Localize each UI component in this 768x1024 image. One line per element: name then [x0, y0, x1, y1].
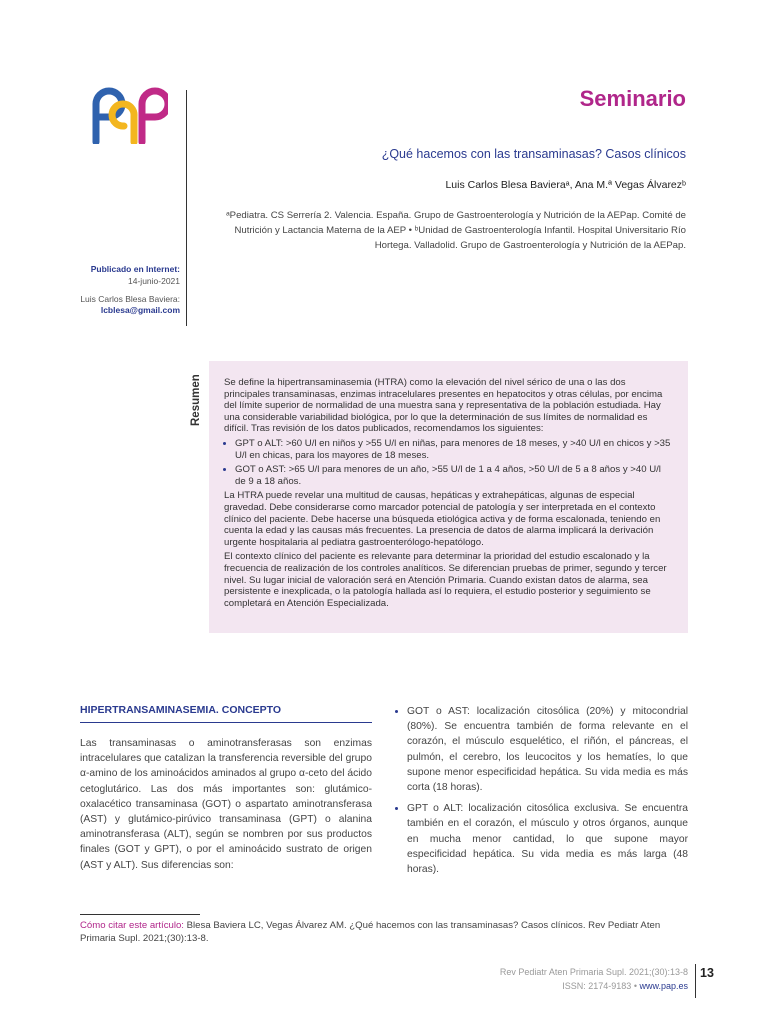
citation-text: Blesa Baviera LC, Vegas Álvarez AM. ¿Qué hacemos con las transaminasas? Casos clínicos. Rev Pediatr Aten Primaria Supl. 2021;(30):13-8.	[80, 920, 661, 944]
affiliation: ᵃPediatra. CS Serrería 2. Valencia. España. Grupo de Gastroenterología y Nutrición de la AEPap. Comité de Nutrición y Lactancia Materna de la AEP • ᵇUnidad de Gastroenterología Infantil. Hospital Universitario Río Hortega. Valladolid. Grupo de Gastroenterología y Nutrición de la AEPap.	[226, 210, 686, 251]
section-heading: HIPERTRANSAMINASEMIA. CONCEPTO	[80, 704, 282, 716]
abstract-bullet: • GPT o ALT: >60 U/l en niños y >55 U/l en niñas, para menores de 18 meses, y >40 U/l en chicos y >35 U/l en chicas, para los mayores de 18 meses.	[235, 438, 674, 461]
body-column-left: Las transaminasas o aminotransferasas son enzimas intracelulares que catalizan la transferencia reversible del grupo α-amino de los aminoácidos aminados al grupo α-ceto del ácido cetoglutárico. Las dos más importantes son: glutámico-oxalacético transaminasa (GOT) o aspartato aminotransferasa (AST) y glutámico-pirúvico transaminasa (GPT) o alanina aminotransferasa (ALT), según se nombren por sus productos finales (GOT y GPT), o por el aminoácido sustrato de origen (AST y ALT). Sus diferencias son:	[80, 738, 372, 871]
abstract-paragraph: La HTRA puede revelar una multitud de causas, hepáticas y extrahepáticas, algunas de especial gravedad. Debe considerarse como marcador potencial de patología y ser interpretada en el contexto clínico del paciente. Debe hacerse una búsqueda etiológica activa y de forma escalonada, teniendo en cuenta la edad y las causas más frecuentes. La presencia de datos de alarma implicará la derivación urgente hospitalaria al pediatra gastroenterólogo-hepatólogo.	[224, 490, 661, 548]
abstract-label	[188, 368, 206, 428]
abstract-paragraph: El contexto clínico del paciente es relevante para determinar la prioridad del estudio escalonado y la frecuencia de realización de los controles analíticos. Se diferencian pruebas de primer, segundo y tercer nivel. Su lugar inicial de valoración será en Atención Primaria. Cuando existan datos de alarma, sea persistente e inexplicada, o la patología hallada así lo requiera, el estudio posterior y seguimiento se completará en Atención Especializada.	[224, 551, 667, 609]
authors: Luis Carlos Blesa Bavieraᵃ, Ana M.ª Vegas Álvarezᵇ	[445, 179, 686, 191]
issn-text: ISSN: 2174-9183 •	[562, 981, 640, 991]
section-heading-rule	[80, 722, 372, 723]
contact-email-link[interactable]: lcblesa@gmail.com	[100, 305, 180, 315]
website-link[interactable]: www.pap.es	[639, 981, 688, 991]
section-label: Seminario	[579, 86, 686, 111]
page-number-rule	[695, 964, 696, 998]
published-label: Publicado en Internet:	[90, 264, 180, 274]
abstract-list	[224, 438, 674, 487]
footnote-rule	[80, 914, 200, 915]
pap-logo	[92, 86, 168, 144]
abstract-bullet: • GOT o AST: >65 U/l para menores de un año, >55 U/l de 1 a 4 años, >50 U/l de 5 a 8 años y >40 U/l de 9 a 18 años.	[235, 464, 674, 487]
article-title: ¿Qué hacemos con las transaminasas? Casos clínicos	[381, 147, 686, 161]
footer-issn	[562, 981, 688, 991]
body-bullet: • GPT o ALT: localización citosólica exclusiva. Se encuentra también en el corazón, el músculo y otros órganos, aunque en mucha menor cantidad, lo que supone mayor especificidad hepática. Su vida media es más larga (48 horas).	[407, 801, 688, 877]
body-list	[397, 704, 688, 877]
citation	[80, 919, 690, 945]
abstract-label-text: Resumen	[190, 374, 202, 426]
citation-label: Cómo citar este artículo:	[80, 920, 184, 931]
body-column-right	[397, 704, 688, 883]
abstract-text	[224, 377, 674, 612]
header-divider	[186, 90, 187, 326]
abstract-paragraph: Se define la hipertransaminasemia (HTRA) como la elevación del nivel sérico de una o las dos principales transaminasas, enzimas intracelulares presentes en hepatocitos y otras células, por encima del límite superior de normalidad de una muestra sana y representativa de la población estudiada. Hay una considerable variabilidad biológica, por lo que la determinación de sus límites de normalidad es difícil. Tras revisión de los datos publicados, recomendamos los siguientes:	[224, 377, 663, 435]
published-date: 14-junio-2021	[128, 276, 180, 286]
body-bullet: • GOT o AST: localización citosólica (20%) y mitocondrial (80%). Se encuentra también de forma relevante en el corazón, el músculo esquelético, el riñón, el páncreas, el pulmón, el cerebro, los leucocitos y los hematíes, lo que supone menor especificidad hepática. Su vida media es más corta (18 horas).	[407, 704, 688, 795]
footer-journal: Rev Pediatr Aten Primaria Supl. 2021;(30):13-8	[499, 967, 688, 977]
page-number: 13	[700, 966, 714, 980]
contact-name: Luis Carlos Blesa Baviera:	[80, 294, 180, 304]
